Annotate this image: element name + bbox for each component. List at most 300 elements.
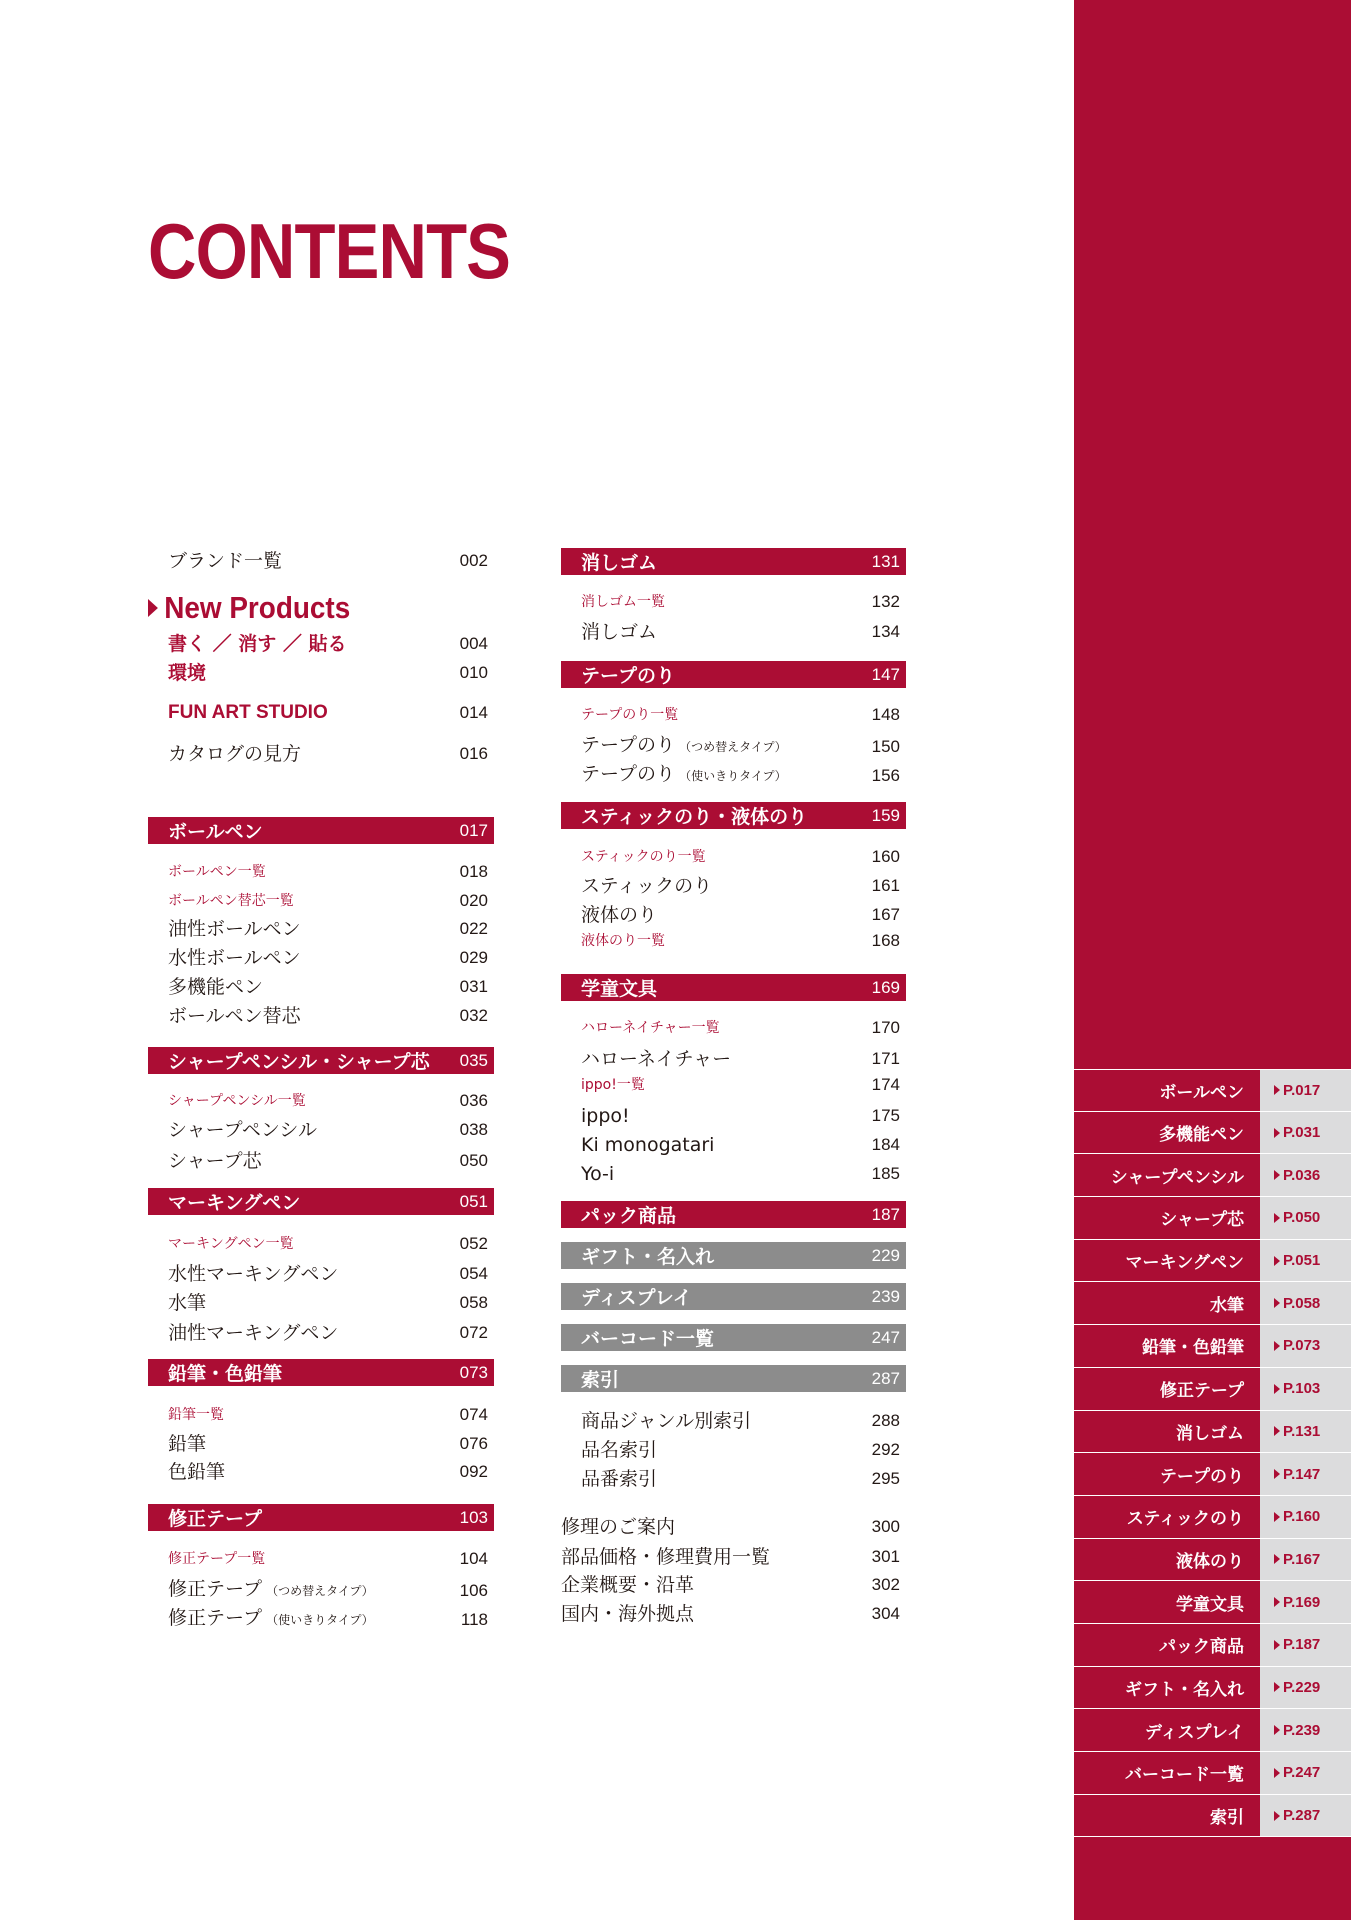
toc-label xyxy=(581,874,712,898)
toc-page: 032 xyxy=(459,1006,488,1025)
toc-label xyxy=(581,1438,657,1462)
index-tab[interactable] xyxy=(1074,1709,1351,1752)
index-tab-page-text: P.229 xyxy=(1283,1678,1321,1696)
toc-entry[interactable] xyxy=(561,1438,906,1462)
toc-entry[interactable] xyxy=(148,1262,494,1286)
toc-page: 002 xyxy=(459,551,488,570)
toc-label-text: 鉛筆一覧 xyxy=(168,1407,224,1423)
index-tab-page xyxy=(1260,1539,1351,1581)
index-tab[interactable] xyxy=(1074,1496,1351,1539)
toc-page: 054 xyxy=(459,1264,488,1283)
toc-entry[interactable] xyxy=(148,1460,494,1484)
section-title: 学童文具 xyxy=(581,978,658,1000)
toc-row xyxy=(561,1545,906,1569)
toc-label-text: ハローネイチャー xyxy=(581,1048,732,1070)
toc-entry-brand[interactable] xyxy=(148,549,494,573)
toc-label: FUN ART STUDIO xyxy=(168,702,328,723)
index-tab-label: ディスプレイ xyxy=(1144,1722,1244,1743)
triangle-right-icon xyxy=(1274,1811,1280,1821)
toc-entry[interactable] xyxy=(561,1075,906,1095)
toc-entry[interactable] xyxy=(561,847,906,867)
index-tab-label: シャープペンシル xyxy=(1110,1167,1244,1188)
index-tab-page-text: P.187 xyxy=(1283,1636,1321,1654)
section-header[interactable] xyxy=(148,1359,494,1386)
toc-row xyxy=(148,1234,494,1254)
index-tab[interactable] xyxy=(1074,1197,1351,1240)
section-page: 169 xyxy=(871,977,900,997)
toc-entry-footer[interactable] xyxy=(561,1545,906,1569)
toc-label: 国内・海外拠点 xyxy=(561,1603,695,1625)
toc-label xyxy=(168,1091,306,1111)
index-tab-page xyxy=(1260,1752,1351,1794)
toc-label-text: 品番索引 xyxy=(581,1468,658,1490)
section-header[interactable] xyxy=(561,974,906,1001)
toc-label-sub: （つめ替えタイプ） xyxy=(266,1584,374,1598)
index-tab-page xyxy=(1260,1667,1351,1709)
toc-label-text: 商品ジャンル別索引 xyxy=(581,1410,752,1432)
toc-entry-new-products-2[interactable] xyxy=(148,661,494,685)
triangle-right-icon xyxy=(1274,1128,1280,1138)
section-header[interactable] xyxy=(561,802,906,829)
toc-label: 書く ／ 消す ／ 貼る xyxy=(168,633,347,655)
section-header-bar xyxy=(148,1504,494,1531)
index-tab[interactable] xyxy=(1074,1069,1351,1112)
toc-page: 118 xyxy=(460,1610,488,1629)
toc-page: 036 xyxy=(459,1091,488,1110)
toc-label-text: 液体のり一覧 xyxy=(581,933,665,949)
toc-entry[interactable] xyxy=(561,592,906,612)
section-title: 索引 xyxy=(581,1369,620,1391)
toc-row xyxy=(148,975,494,999)
index-tab[interactable] xyxy=(1074,1624,1351,1667)
toc-page: 050 xyxy=(459,1151,488,1170)
toc-label-text: Yo-i xyxy=(581,1163,615,1185)
toc-row xyxy=(561,1467,906,1491)
section-title: テープのり xyxy=(581,665,676,687)
index-tab[interactable] xyxy=(1074,1240,1351,1283)
toc-page: 014 xyxy=(459,703,488,722)
new-products-title: New Products xyxy=(164,590,351,625)
toc-entry[interactable] xyxy=(148,1234,494,1254)
toc-row xyxy=(561,1515,906,1539)
toc-entry[interactable] xyxy=(561,931,906,951)
toc-label xyxy=(168,917,301,941)
toc-page: 038 xyxy=(459,1120,488,1139)
toc-row xyxy=(561,903,906,927)
toc-label xyxy=(581,1467,657,1491)
index-tab-page-text: P.031 xyxy=(1283,1124,1321,1142)
section-header[interactable] xyxy=(561,548,906,575)
toc-label-text: マーキングペン一覧 xyxy=(168,1236,294,1252)
toc-label xyxy=(581,1409,751,1433)
toc-page: 020 xyxy=(459,891,488,910)
new-products-heading[interactable] xyxy=(148,590,350,626)
triangle-right-icon xyxy=(1274,1213,1280,1223)
index-tab-page-text: P.147 xyxy=(1283,1465,1321,1483)
toc-row xyxy=(148,1606,494,1632)
toc-entry[interactable] xyxy=(561,1133,906,1157)
toc-label-text: ippo! xyxy=(581,1105,630,1127)
toc-label-text: シャープ芯 xyxy=(168,1150,262,1172)
index-tab-label: 多機能ペン xyxy=(1159,1125,1244,1146)
section-header-bar xyxy=(561,1283,906,1310)
toc-label xyxy=(581,592,665,612)
toc-row xyxy=(561,1075,906,1095)
toc-page: 022 xyxy=(459,919,488,938)
toc-label xyxy=(168,1234,294,1254)
toc-entry[interactable] xyxy=(148,1091,494,1111)
toc-label-text: 消しゴム一覧 xyxy=(581,594,665,610)
toc-label xyxy=(168,1549,265,1569)
toc-label: カタログの見方 xyxy=(168,743,302,765)
triangle-right-icon xyxy=(1274,1512,1280,1522)
toc-label-text: 液体のり xyxy=(581,904,658,926)
toc-row xyxy=(561,1018,906,1038)
toc-label: 企業概要・沿革 xyxy=(561,1574,695,1596)
toc-label xyxy=(168,1432,206,1456)
toc-entry[interactable] xyxy=(148,1291,494,1315)
toc-row xyxy=(148,1549,494,1569)
toc-entry[interactable] xyxy=(148,1577,494,1603)
index-tab-page xyxy=(1260,1453,1351,1495)
triangle-right-icon xyxy=(1274,1170,1280,1180)
index-tab-page xyxy=(1260,1368,1351,1410)
toc-entry[interactable] xyxy=(561,1467,906,1491)
index-tab[interactable] xyxy=(1074,1453,1351,1496)
section-title: バーコード一覧 xyxy=(581,1328,715,1350)
toc-entry[interactable] xyxy=(148,1549,494,1569)
toc-entry-catalog[interactable] xyxy=(148,742,494,766)
toc-label xyxy=(581,705,678,725)
section-title: ボールペン xyxy=(168,821,263,843)
section-header-bar xyxy=(148,1188,494,1215)
toc-label xyxy=(581,931,665,951)
toc-page: 104 xyxy=(459,1549,488,1568)
toc-label-text: ボールペン替芯一覧 xyxy=(168,893,294,909)
toc-row xyxy=(148,1004,494,1028)
toc-label xyxy=(581,1162,614,1186)
section-header[interactable] xyxy=(561,661,906,688)
index-tab-page-text: P.058 xyxy=(1283,1294,1321,1312)
index-tab[interactable] xyxy=(1074,1154,1351,1197)
triangle-right-icon xyxy=(1274,1426,1280,1436)
index-tab-page xyxy=(1260,1325,1351,1367)
section-page: 187 xyxy=(871,1204,900,1224)
toc-label xyxy=(581,1133,714,1157)
index-tab-label: パック商品 xyxy=(1159,1637,1244,1658)
toc-row xyxy=(561,847,906,867)
section-header[interactable] xyxy=(561,1201,906,1228)
toc-page: 029 xyxy=(459,948,488,967)
section-header-bar xyxy=(561,802,906,829)
toc-label xyxy=(168,1118,317,1142)
triangle-right-icon xyxy=(1274,1768,1280,1778)
toc-row xyxy=(561,1133,906,1157)
toc-page: 185 xyxy=(871,1164,900,1183)
triangle-right-icon xyxy=(1274,1085,1280,1095)
index-tab[interactable] xyxy=(1074,1325,1351,1368)
section-header-bar xyxy=(148,1047,494,1074)
toc-row xyxy=(148,917,494,941)
triangle-right-icon xyxy=(1274,1597,1280,1607)
section-header[interactable] xyxy=(148,1047,494,1074)
toc-page: 160 xyxy=(871,847,900,866)
toc-page: 168 xyxy=(871,931,900,950)
section-title: ギフト・名入れ xyxy=(581,1246,715,1268)
toc-label xyxy=(581,762,787,788)
toc-label xyxy=(581,903,657,927)
toc-page: 016 xyxy=(459,744,488,763)
index-tab-label: テープのり xyxy=(1159,1466,1244,1487)
section-header-bar xyxy=(561,1201,906,1228)
section-page: 103 xyxy=(459,1507,488,1527)
toc-entry-footer[interactable] xyxy=(561,1573,906,1597)
section-title: ディスプレイ xyxy=(581,1287,692,1309)
index-tab-page xyxy=(1260,1070,1351,1111)
toc-label xyxy=(168,1149,262,1173)
index-tab-page xyxy=(1260,1197,1351,1239)
index-tab-label: ギフト・名入れ xyxy=(1125,1679,1244,1700)
triangle-right-icon xyxy=(1274,1682,1280,1692)
toc-entry[interactable] xyxy=(561,903,906,927)
section-header[interactable] xyxy=(561,1324,906,1351)
toc-row xyxy=(148,1291,494,1315)
triangle-right-icon xyxy=(1274,1298,1280,1308)
toc-entry-new-products-3[interactable] xyxy=(148,701,494,725)
index-tab-page-text: P.167 xyxy=(1283,1550,1321,1568)
toc-entry[interactable] xyxy=(561,762,906,788)
section-header[interactable] xyxy=(148,817,494,844)
toc-entry[interactable] xyxy=(148,862,494,882)
index-tab[interactable] xyxy=(1074,1411,1351,1454)
section-page: 239 xyxy=(871,1286,900,1306)
toc-label-sub: （つめ替えタイプ） xyxy=(679,740,787,754)
toc-label: 環境 xyxy=(168,662,207,684)
section-header-bar xyxy=(561,661,906,688)
toc-page: 174 xyxy=(871,1075,900,1094)
toc-label-text: 鉛筆 xyxy=(168,1433,207,1455)
toc-label: ブランド一覧 xyxy=(168,550,283,572)
toc-label xyxy=(168,1606,374,1632)
toc-entry[interactable] xyxy=(561,874,906,898)
index-tab[interactable] xyxy=(1074,1368,1351,1411)
toc-entry[interactable] xyxy=(148,1118,494,1142)
section-header-bar xyxy=(561,1324,906,1351)
toc-label-sub: （使いきりタイプ） xyxy=(679,769,787,783)
section-header[interactable] xyxy=(561,1365,906,1392)
toc-label-text: 消しゴム xyxy=(581,621,658,643)
toc-entry[interactable] xyxy=(148,1606,494,1632)
toc-entry[interactable] xyxy=(148,946,494,970)
index-tab-page xyxy=(1260,1581,1351,1623)
index-tab[interactable] xyxy=(1074,1112,1351,1155)
index-tab-label: ボールペン xyxy=(1159,1082,1244,1103)
triangle-right-icon xyxy=(1274,1640,1280,1650)
section-page: 287 xyxy=(871,1368,900,1388)
index-tab-page-text: P.160 xyxy=(1283,1508,1321,1526)
toc-label-text: 油性ボールペン xyxy=(168,918,301,940)
index-tab-page xyxy=(1260,1240,1351,1282)
index-tab-page-text: P.036 xyxy=(1283,1166,1321,1184)
toc-entry[interactable] xyxy=(561,733,906,759)
index-tab[interactable] xyxy=(1074,1539,1351,1582)
index-tab-label: シャープ芯 xyxy=(1160,1210,1244,1231)
triangle-right-icon xyxy=(1274,1341,1280,1351)
section-header-bar xyxy=(561,974,906,1001)
toc-label-text: 修正テープ xyxy=(168,1607,263,1629)
toc-page: 150 xyxy=(871,737,900,756)
toc-page: 292 xyxy=(871,1440,900,1459)
toc-entry[interactable] xyxy=(561,1104,906,1128)
index-tab-page-text: P.169 xyxy=(1283,1593,1321,1611)
toc-page: 156 xyxy=(871,766,900,785)
toc-label-text: 品名索引 xyxy=(581,1439,658,1461)
toc-label xyxy=(581,1018,720,1038)
section-page: 017 xyxy=(459,820,488,840)
index-tab[interactable] xyxy=(1074,1752,1351,1795)
section-page: 035 xyxy=(459,1050,488,1070)
toc-label xyxy=(168,946,301,970)
section-page: 073 xyxy=(459,1362,488,1382)
toc-entry[interactable] xyxy=(561,1047,906,1071)
toc-entry[interactable] xyxy=(148,891,494,911)
toc-row xyxy=(148,1460,494,1484)
toc-page: 058 xyxy=(459,1293,488,1312)
index-tab-label: 鉛筆・色鉛筆 xyxy=(1142,1338,1244,1359)
index-tab-label: 液体のり xyxy=(1176,1551,1244,1572)
toc-entry[interactable] xyxy=(148,917,494,941)
index-tab[interactable] xyxy=(1074,1282,1351,1325)
section-page: 131 xyxy=(871,551,900,571)
toc-page: 074 xyxy=(459,1405,488,1424)
toc-row xyxy=(561,1438,906,1462)
toc-label-text: ボールペン一覧 xyxy=(168,864,266,880)
toc-label-text: テープのり xyxy=(581,734,676,756)
toc-page: 288 xyxy=(871,1411,900,1430)
index-tab[interactable] xyxy=(1074,1581,1351,1624)
toc-entry[interactable] xyxy=(148,975,494,999)
toc-page: 170 xyxy=(871,1018,900,1037)
toc-entry-new-products-1[interactable] xyxy=(148,632,494,656)
toc-row xyxy=(148,1149,494,1173)
index-tab-page-text: P.073 xyxy=(1283,1337,1321,1355)
toc-entry[interactable] xyxy=(148,1149,494,1173)
toc-label-text: スティックのり一覧 xyxy=(581,849,706,865)
toc-label xyxy=(581,1104,630,1128)
section-header[interactable] xyxy=(561,1242,906,1269)
index-tab-page xyxy=(1260,1282,1351,1324)
section-title: シャープペンシル・シャープ芯 xyxy=(168,1051,430,1073)
toc-entry[interactable] xyxy=(561,1409,906,1433)
section-header-bar xyxy=(561,548,906,575)
toc-row xyxy=(148,1432,494,1456)
toc-entry[interactable] xyxy=(148,1432,494,1456)
toc-entry[interactable] xyxy=(148,1321,494,1345)
index-tab-page xyxy=(1260,1709,1351,1751)
toc-entry[interactable] xyxy=(561,620,906,644)
toc-row xyxy=(561,1162,906,1186)
section-header-bar xyxy=(148,1359,494,1386)
toc-entry-footer[interactable] xyxy=(561,1515,906,1539)
triangle-right-icon xyxy=(1274,1554,1280,1564)
index-tab-page-text: P.131 xyxy=(1283,1422,1321,1440)
section-page: 147 xyxy=(871,664,900,684)
toc-label xyxy=(581,1075,645,1095)
triangle-right-icon xyxy=(148,599,158,617)
toc-page: 175 xyxy=(871,1106,900,1125)
toc-label xyxy=(168,1291,206,1315)
toc-row xyxy=(148,1091,494,1111)
toc-label xyxy=(168,1405,224,1425)
index-tab-page-text: P.287 xyxy=(1283,1807,1321,1825)
section-header-bar xyxy=(148,817,494,844)
page-title: CONTENTS xyxy=(148,207,511,295)
section-title: 修正テープ xyxy=(168,1508,263,1530)
index-tab-label: 学童文具 xyxy=(1176,1594,1244,1615)
toc-label xyxy=(581,620,657,644)
toc-label-text: 油性マーキングペン xyxy=(168,1322,339,1344)
section-title: スティックのり・液体のり xyxy=(581,806,808,828)
index-tab-label: 水筆 xyxy=(1210,1295,1244,1316)
section-title: パック商品 xyxy=(581,1205,677,1227)
toc-entry[interactable] xyxy=(561,1162,906,1186)
toc-page: 092 xyxy=(459,1462,488,1481)
toc-entry[interactable] xyxy=(148,1004,494,1028)
section-header-bar xyxy=(561,1242,906,1269)
section-header[interactable] xyxy=(148,1504,494,1531)
index-tab[interactable] xyxy=(1074,1795,1351,1838)
toc-page: 004 xyxy=(459,634,488,653)
toc-row xyxy=(561,592,906,612)
index-tab-page xyxy=(1260,1624,1351,1666)
section-title: 鉛筆・色鉛筆 xyxy=(168,1363,283,1385)
toc-page: 300 xyxy=(871,1517,900,1536)
toc-row xyxy=(148,1262,494,1286)
toc-entry-footer[interactable] xyxy=(561,1602,906,1626)
section-page: 159 xyxy=(871,805,900,825)
toc-row xyxy=(561,1409,906,1433)
toc-row xyxy=(148,1405,494,1425)
index-tab-page-text: P.051 xyxy=(1283,1252,1321,1270)
toc-row xyxy=(148,946,494,970)
toc-label: 部品価格・修理費用一覧 xyxy=(561,1546,771,1568)
section-page: 247 xyxy=(871,1327,900,1347)
section-header[interactable] xyxy=(148,1188,494,1215)
toc-page: 302 xyxy=(871,1575,900,1594)
toc-entry[interactable] xyxy=(561,705,906,725)
toc-label-text: ippo!一覧 xyxy=(581,1077,645,1093)
toc-label xyxy=(168,975,263,999)
index-tab-label: 索引 xyxy=(1210,1808,1244,1829)
index-tab[interactable] xyxy=(1074,1667,1351,1710)
toc-page: 295 xyxy=(871,1469,900,1488)
toc-row xyxy=(561,874,906,898)
toc-row xyxy=(561,620,906,644)
toc-label xyxy=(168,1577,374,1603)
toc-row xyxy=(148,891,494,911)
toc-label: 修理のご案内 xyxy=(561,1516,676,1538)
toc-label xyxy=(168,862,266,882)
toc-label-text: 水性マーキングペン xyxy=(168,1263,339,1285)
index-tab-page xyxy=(1260,1795,1351,1837)
toc-entry[interactable] xyxy=(148,1405,494,1425)
toc-page: 134 xyxy=(871,622,900,641)
toc-row xyxy=(561,705,906,725)
toc-row xyxy=(561,762,906,788)
section-page: 051 xyxy=(459,1191,488,1211)
section-header[interactable] xyxy=(561,1283,906,1310)
toc-entry[interactable] xyxy=(561,1018,906,1038)
